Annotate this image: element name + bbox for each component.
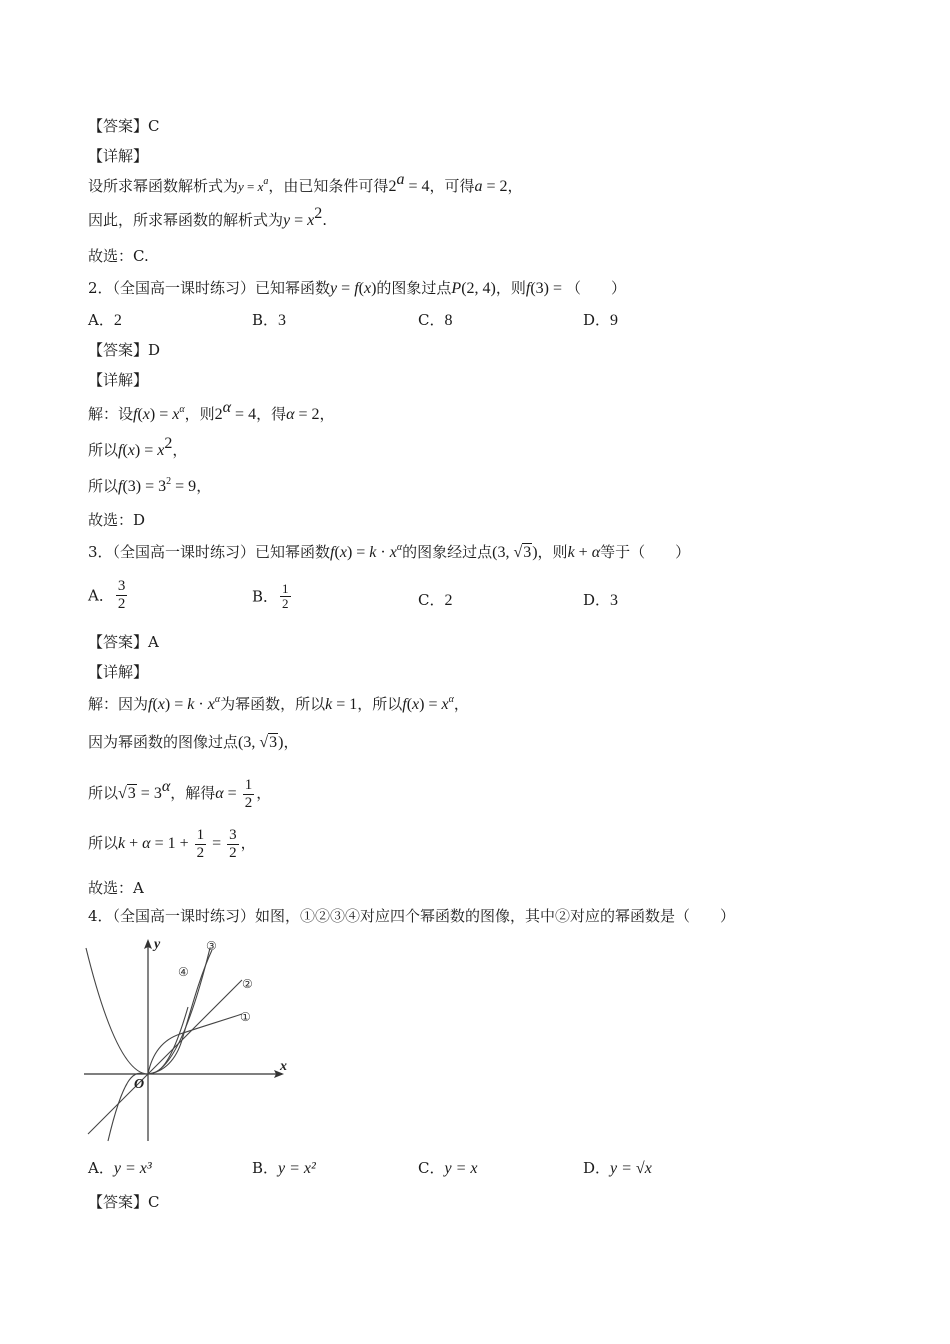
q4-option-c[interactable]: C．y = x (418, 1159, 478, 1177)
curve-label-3: ③ (206, 939, 217, 953)
q3-option-a[interactable]: A． $\frac{3}{2}$ (88, 578, 126, 612)
origin-label: O (134, 1077, 145, 1092)
curve-2-line (88, 980, 242, 1134)
q2-solution-line3: 所以$f(3) = 3^2 = 9$， (88, 476, 212, 495)
q2-detail-tag: 【详解】 (88, 371, 149, 389)
curve-label-2: ② (242, 977, 253, 991)
q2-stem: 2．（全国高一课时练习）已知幂函数y = f(x)的图象过点P(2, 4)，则f(3) = （ ） (88, 279, 627, 297)
q2-solution-line1: 解：设$f(x) = x^\alpha$，则$2^\alpha = 4$，得α = 2， (88, 399, 335, 423)
q3-solution-line1: 解：因为$f(x) = k \cdot x^\alpha$为幂函数，所以k = 1，所以$f(x) = x^\alpha$， (88, 694, 469, 713)
answer-tag: 【答案】 (88, 117, 149, 135)
q2-option-d[interactable]: D．9 (583, 311, 619, 329)
q3-solution-line2: 因为幂函数的图像过点(3, √3)， (88, 733, 299, 751)
q3-stem: 3．（全国高一课时练习）已知幂函数$f(x) = k \cdot x^\alpha$的图象经过点(3, √3)，则k + α等于（ ） (88, 542, 691, 561)
q3-detail-tag: 【详解】 (88, 663, 149, 681)
q1-solution-line2: 因此，所求幂函数的解析式为$y = x^2$. (88, 205, 328, 229)
q2-option-c[interactable]: C．8 (418, 311, 453, 329)
q2-option-b[interactable]: B．3 (252, 311, 287, 329)
power-function-graph (84, 936, 294, 1146)
q4-answer-line: 【答案】C (88, 1193, 160, 1211)
q3-answer-line: 【答案】A (88, 633, 159, 651)
q3-choose: 故选：A (88, 879, 144, 897)
q2-choose: 故选：D (88, 511, 146, 529)
q4-option-a[interactable]: A．y = x³ (88, 1159, 152, 1177)
q2-solution-line2: 所以$f(x) = x^2$， (88, 435, 188, 459)
curve-label-1: ① (240, 1010, 251, 1024)
x-axis-label: x (280, 1059, 287, 1074)
y-axis-label: y (154, 937, 161, 952)
answer-value: C (148, 117, 160, 135)
q3-solution-line3: 所以$√3 = 3^\alpha$，解得α = $\frac{1}{2}$ ， (88, 776, 272, 811)
q1-detail-tag: 【详解】 (88, 147, 149, 165)
q1-solution-line1: 设所求幂函数解析式为$y = x^a$，由已知条件可得$2^a = 4$，可得a = 2， (88, 171, 523, 195)
q1-answer-line (88, 116, 160, 136)
q1-choose: 故选：C. (88, 247, 149, 265)
q4-option-d[interactable]: D．y = √x (583, 1159, 652, 1177)
q2-answer-line: 【答案】D (88, 341, 161, 359)
q2-option-a[interactable]: A．2 (88, 311, 122, 329)
q3-option-b[interactable]: B． $\frac{1}{2}$ (252, 581, 289, 611)
curve-1-sqrt (148, 1014, 242, 1074)
curve-label-4: ④ (178, 965, 189, 979)
q3-option-c[interactable]: C．2 (418, 591, 453, 609)
q3-solution-line4: 所以k + α = 1 + $\frac{1}{2}$ = $\frac{3}{2}$ ， (88, 826, 256, 861)
q3-option-d[interactable]: D．3 (583, 591, 619, 609)
q4-stem: 4．（全国高一课时练习）如图，①②③④对应四个幂函数的图像，其中②对应的幂函数是（ ） (88, 907, 736, 925)
q4-option-b[interactable]: B．y = x² (252, 1159, 316, 1177)
